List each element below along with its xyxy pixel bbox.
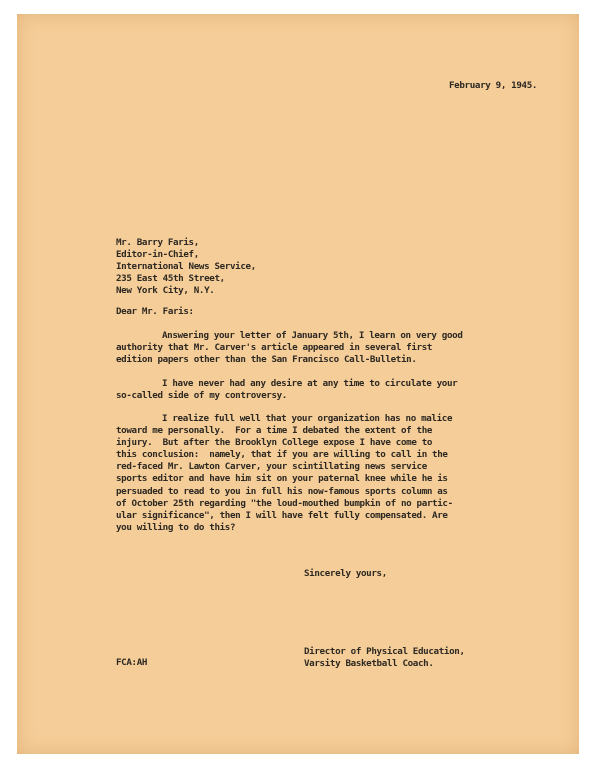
paragraph-line: you willing to do this? — [116, 521, 236, 533]
reference-initials: FCA:AH — [116, 657, 148, 668]
paragraph-line: so-called side of my controversy. — [116, 390, 287, 402]
paragraph-line: toward me personally. For a time I debated the extent of the — [116, 425, 433, 437]
salutation: Dear Mr. Faris: — [116, 306, 194, 317]
signature-title-2: Varsity Basketball Coach. — [304, 658, 434, 670]
body-paragraph-1 — [116, 330, 463, 366]
recipient-name: Mr. Barry Faris, — [116, 237, 199, 248]
signature-title-1: Director of Physical Education, — [304, 646, 465, 657]
paragraph-line: authority that Mr. Carver's article appeared in several first — [116, 342, 433, 354]
paragraph-line: injury. But after the Brooklyn College expose I have come to — [116, 437, 433, 449]
body-paragraph-2 — [116, 378, 457, 402]
recipient-title: Editor-in-Chief, — [116, 249, 199, 261]
paragraph-line: ular significance", then I will have felt fully compensated. Are — [116, 509, 448, 521]
body-paragraph-3 — [116, 413, 453, 534]
paragraph-line: of October 25th regarding "the loud-mouthed bumpkin of no partic- — [116, 497, 453, 509]
closing: Sincerely yours, — [304, 568, 387, 579]
paragraph-line: Answering your letter of January 5th, I learn on very good — [162, 330, 463, 341]
paragraph-line: I realize full well that your organization has no malice — [162, 413, 453, 424]
paragraph-line: edition papers other than the San Francisco Call-Bulletin. — [116, 354, 417, 366]
recipient-address-block — [116, 237, 256, 297]
paragraph-line: red-faced Mr. Lawton Carver, your scintillating news service — [116, 461, 427, 473]
signature-block — [304, 646, 465, 670]
paragraph-line: I have never had any desire at any time to circulate your — [162, 378, 458, 389]
paragraph-line: this conclusion: namely, that if you are willing to call in the — [116, 449, 448, 461]
recipient-city: New York City, N.Y. — [116, 285, 215, 297]
letter-date: February 9, 1945. — [449, 80, 538, 91]
recipient-organization: International News Service, — [116, 261, 256, 273]
paragraph-line: persuaded to read to you in full his now-famous sports column as — [116, 485, 448, 497]
recipient-street: 235 East 45th Street, — [116, 273, 225, 285]
paragraph-line: sports editor and have him sit on your paternal knee while he is — [116, 473, 448, 485]
letter-page — [17, 14, 579, 754]
